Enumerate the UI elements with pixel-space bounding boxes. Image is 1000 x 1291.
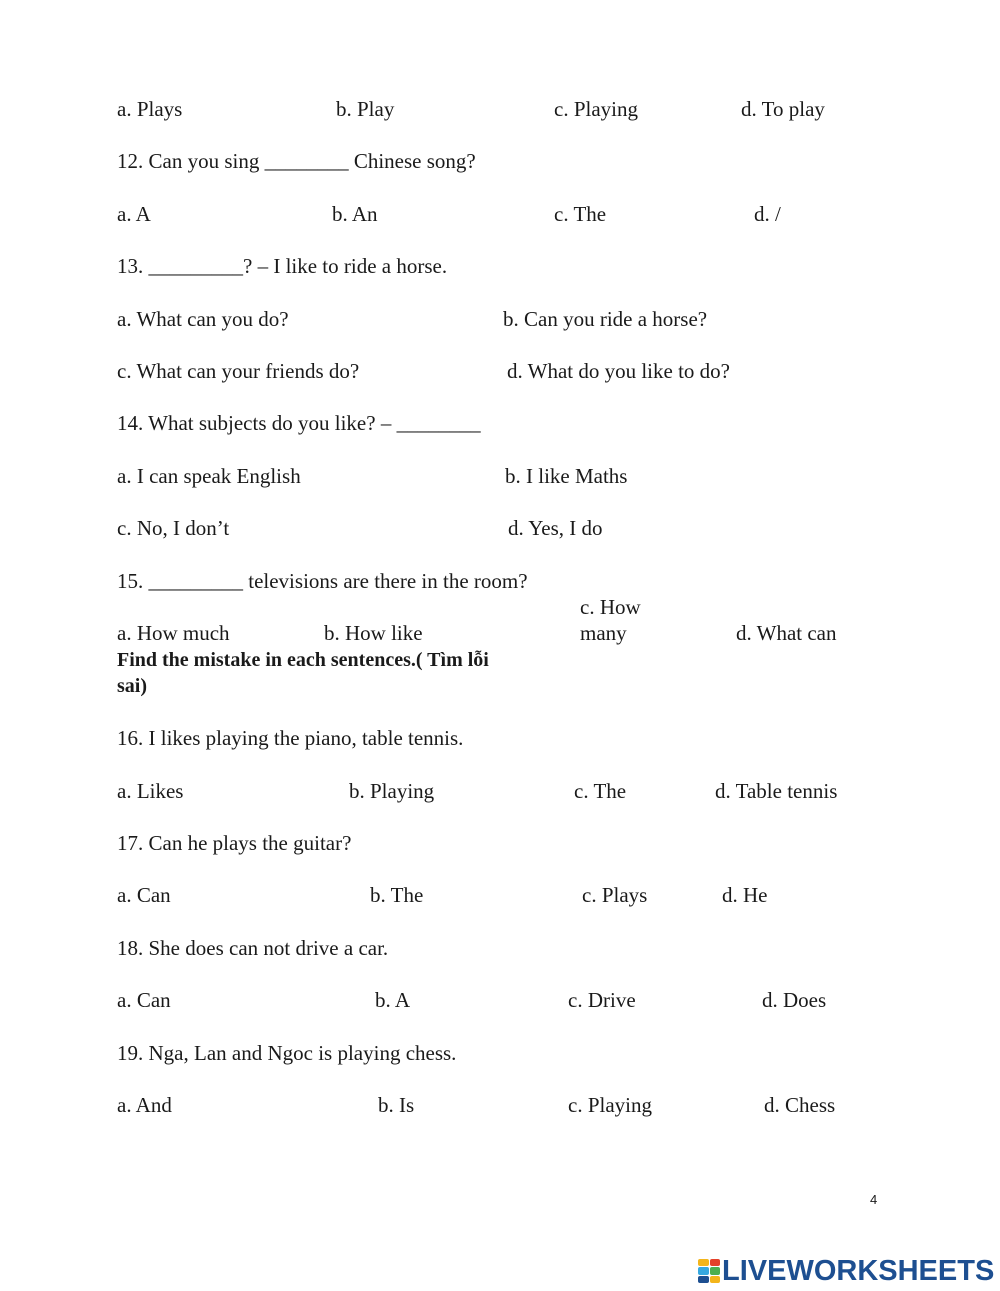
liveworksheets-logo[interactable] xyxy=(698,1256,994,1286)
q13-option-c: c. What can your friends do? xyxy=(117,359,360,383)
q18-question: 18. She does can not drive a car. xyxy=(117,936,389,960)
q14-question: 14. What subjects do you like? – ________ xyxy=(117,411,481,435)
q19-option-d: d. Chess xyxy=(764,1093,836,1117)
q15-option-b: b. How like xyxy=(324,621,423,645)
q13-question: 13. _________? – I like to ride a horse. xyxy=(117,254,448,278)
q12-option-d: d. / xyxy=(754,202,781,226)
q14-option-c: c. No, I don’t xyxy=(117,516,230,540)
q17-option-d: d. He xyxy=(722,883,768,907)
logo-tile-4 xyxy=(710,1267,721,1274)
q19-question: 19. Nga, Lan and Ngoc is playing chess. xyxy=(117,1041,457,1065)
logo-grid-icon xyxy=(698,1259,720,1283)
q16-question: 16. I likes playing the piano, table tennis. xyxy=(117,726,464,750)
logo-tile-6 xyxy=(710,1276,721,1283)
q19-option-c: c. Playing xyxy=(568,1093,652,1117)
q16-option-d: d. Table tennis xyxy=(715,779,838,803)
q11-option-b: b. Play xyxy=(336,97,395,121)
q13-option-a: a. What can you do? xyxy=(117,307,289,331)
q11-option-d: d. To play xyxy=(741,97,825,121)
q16-option-a: a. Likes xyxy=(117,779,184,803)
logo-tile-5 xyxy=(698,1276,709,1283)
q18-option-b: b. A xyxy=(375,988,411,1012)
logo-tile-3 xyxy=(698,1267,709,1274)
q15-option-a: a. How much xyxy=(117,621,230,645)
q12-option-c: c. The xyxy=(554,202,607,226)
q18-option-d: d. Does xyxy=(762,988,827,1012)
q18-option-c: c. Drive xyxy=(568,988,636,1012)
q15-option-d: d. What can xyxy=(736,621,837,645)
q14-option-a: a. I can speak English xyxy=(117,464,301,488)
logo-text: LIVEWORKSHEETS xyxy=(722,1254,995,1287)
q16-option-b: b. Playing xyxy=(349,779,435,803)
q13-option-b: b. Can you ride a horse? xyxy=(503,307,708,331)
q18-option-a: a. Can xyxy=(117,988,171,1012)
q19-option-b: b. Is xyxy=(378,1093,415,1117)
q19-option-a: a. And xyxy=(117,1093,172,1117)
q15-option-c-line1: c. How xyxy=(580,595,641,619)
logo-tile-2 xyxy=(710,1259,721,1266)
q12-question: 12. Can you sing ________ Chinese song? xyxy=(117,149,476,173)
q17-option-a: a. Can xyxy=(117,883,171,907)
q12-option-b: b. An xyxy=(332,202,378,226)
logo-tile-1 xyxy=(698,1259,709,1266)
q14-option-b: b. I like Maths xyxy=(505,464,628,488)
q17-option-c: c. Plays xyxy=(582,883,648,907)
q12-option-a: a. A xyxy=(117,202,151,226)
q11-option-a: a. Plays xyxy=(117,97,183,121)
section-heading-line1: Find the mistake in each sentences.( Tìm lỗi xyxy=(117,649,489,671)
q11-option-c: c. Playing xyxy=(554,97,638,121)
q14-option-d: d. Yes, I do xyxy=(508,516,603,540)
q16-option-c: c. The xyxy=(574,779,627,803)
q15-option-c-line2: many xyxy=(580,621,627,645)
page-number: 4 xyxy=(870,1192,878,1207)
q17-option-b: b. The xyxy=(370,883,424,907)
section-heading-line2: sai) xyxy=(117,675,147,697)
q13-option-d: d. What do you like to do? xyxy=(507,359,730,383)
q17-question: 17. Can he plays the guitar? xyxy=(117,831,352,855)
q15-question: 15. _________ televisions are there in the room? xyxy=(117,569,528,593)
